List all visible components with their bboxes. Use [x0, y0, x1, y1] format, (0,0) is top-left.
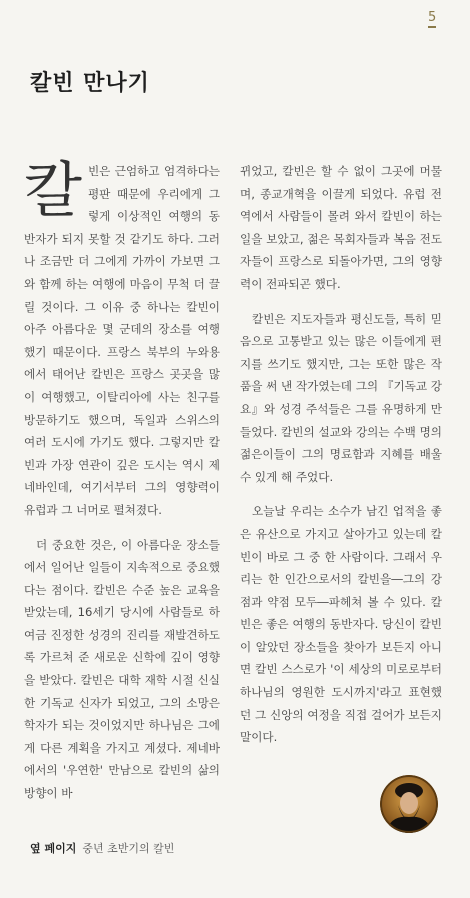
- paragraph: 오늘날 우리는 소수가 남긴 업적을 좋은 유산으로 가지고 살아가고 있는데 칼빈이 바로 그 중 한 사람이다. 그래서 우리는 한 인간으로서의 칼빈을―그의 강점과 약점 모두―파헤쳐 볼 수 있다. 칼빈은 좋은 여행의 동반자다. 당신이 칼빈이 알았던 장소들을 찾아가 보든지 아니면 칼빈 스스로가 '이 세상의 미로로부터 하나님의 영원한 도시까지'라고 표현했던 그 신앙의 여정을 직접 걸어가 보든지 말이다.: [240, 504, 442, 745]
- paragraph: 뀌었고, 칼빈은 할 수 없이 그곳에 머물며, 종교개혁을 이끌게 되었다. 유럽 전역에서 사람들이 몰려 와서 칼빈이 하는 일을 보았고, 젊은 목회자들과 복음 전도자들이 프랑스로 되돌아가면, 그의 영향력이 전파되곤 했다.: [240, 164, 442, 291]
- caption: [30, 840, 174, 856]
- paragraph: 칼빈은 지도자들과 평신도들, 특히 믿음으로 고통받고 있는 많은 이들에게 편지를 쓰기도 했지만, 그는 또한 많은 작품을 써 낸 작가였는데 그의 『기독교 강요』와 성경 주석들은 그를 유명하게 만들었다. 칼빈의 설교와 강의는 수백 명의 젊은이들이 그의 명료함과 지혜를 배울 수 있게 해 주었다.: [240, 311, 442, 484]
- caption-text: 중년 초반기의 칼빈: [82, 842, 175, 855]
- page-number: 5: [428, 10, 436, 28]
- paragraph-text: 빈은 근엄하고 엄격하다는 평판 때문에 우리에게 그렇게 이상적인 여행의 동반자가 되지 못할 것 같기도 하다. 그러나 조금만 더 그에게 가까이 가보면 그와 함께 하는 여행에 마음이 무척 더 끌릴 것이다. 그 이유 중 하나는 칼빈이 아주 아름다운 몇 군데의 장소를 여행했기 때문이다. 프랑스 북부의 누와용에서 태어난 칼빈은 프랑스 곳곳을 많이 여행했고, 이탈리아에 사는 친구를 방문하기도 했으며, 독일과 스위스의 여러 도시에 가기도 했다. 그렇지만 칼빈과 가장 연관이 깊은 도시는 역시 제네바인데, 여기서부터 그의 영향력이 유럽과 그 너머로 펼쳐졌다.: [24, 164, 220, 517]
- drop-cap: 칼: [24, 156, 82, 226]
- caption-label: 옆 페이지: [30, 842, 77, 855]
- paragraph: 더 중요한 것은, 이 아름다운 장소들에서 일어난 일들이 지속적으로 중요했다는 점이다. 칼빈은 수준 높은 교육을 받았는데, 16세기 당시에 사람들로 하여금 진정한 성경의 진리를 재발견하도록 가르쳐 준 새로운 신학에 깊이 영향을 받았다. 칼빈은 대학 재학 시절 신실한 기독교 신자가 되었고, 그의 소망은 학자가 되는 것이었지만 하나님은 그에게 다른 계획을 가지고 계셨다. 제네바에서의 '우연한' 만남으로 칼빈의 삶의 방향이 바: [24, 537, 220, 801]
- paragraph: [24, 156, 220, 522]
- right-column: [240, 160, 442, 761]
- page-title: 칼빈 만나기: [30, 71, 150, 96]
- calvin-portrait: [380, 775, 438, 833]
- left-column: [24, 156, 220, 817]
- portrait-image: [380, 775, 438, 833]
